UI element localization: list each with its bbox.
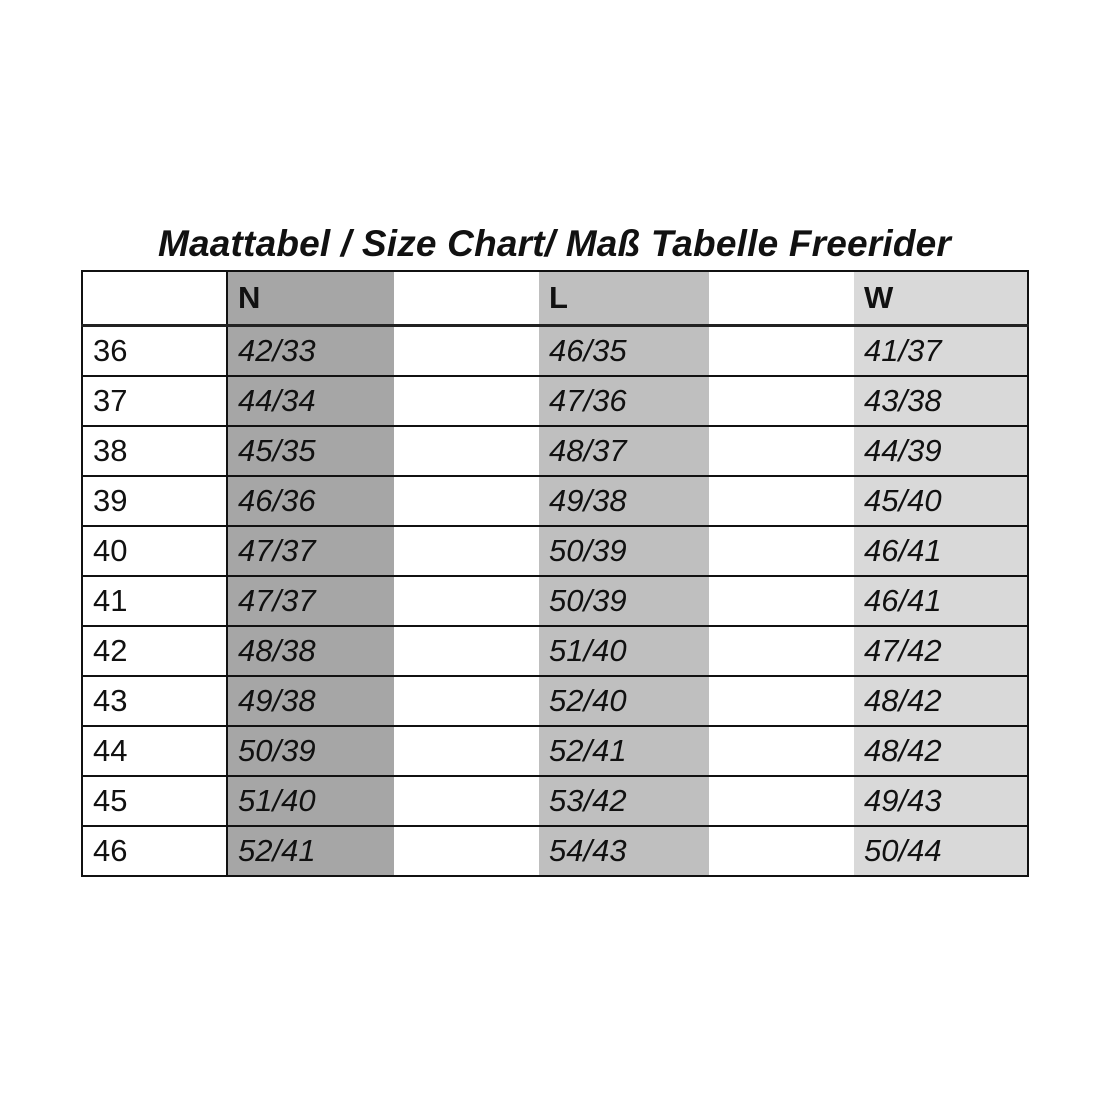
gap-cell — [394, 426, 539, 476]
l-value-cell: 51/40 — [539, 626, 709, 676]
w-value-cell: 44/39 — [854, 426, 1028, 476]
size-cell: 43 — [82, 676, 227, 726]
gap-cell — [709, 576, 854, 626]
table-row — [82, 526, 1028, 576]
w-value-cell: 46/41 — [854, 576, 1028, 626]
table-body — [82, 326, 1028, 877]
gap-cell — [709, 376, 854, 426]
w-value-cell: 48/42 — [854, 726, 1028, 776]
gap-cell — [709, 826, 854, 876]
size-cell: 41 — [82, 576, 227, 626]
gap-cell — [709, 526, 854, 576]
gap-cell — [394, 376, 539, 426]
gap-cell — [709, 326, 854, 377]
header-empty-cell — [82, 271, 227, 326]
gap-cell — [394, 576, 539, 626]
n-value-cell: 47/37 — [227, 576, 394, 626]
size-cell: 40 — [82, 526, 227, 576]
l-value-cell: 50/39 — [539, 526, 709, 576]
l-value-cell: 53/42 — [539, 776, 709, 826]
page-title: Maattabel / Size Chart/ Maß Tabelle Freerider — [157, 223, 952, 264]
w-value-cell: 50/44 — [854, 826, 1028, 876]
gap-cell — [709, 776, 854, 826]
gap-cell — [709, 726, 854, 776]
table-row — [82, 576, 1028, 626]
size-cell: 45 — [82, 776, 227, 826]
gap-cell — [394, 326, 539, 377]
gap-cell — [394, 676, 539, 726]
w-value-cell: 43/38 — [854, 376, 1028, 426]
gap-cell — [394, 726, 539, 776]
l-value-cell: 54/43 — [539, 826, 709, 876]
header-w: W — [854, 271, 1028, 326]
table-row — [82, 476, 1028, 526]
table-row — [82, 676, 1028, 726]
w-value-cell: 45/40 — [854, 476, 1028, 526]
n-value-cell: 50/39 — [227, 726, 394, 776]
gap-cell — [394, 526, 539, 576]
header-l: L — [539, 271, 709, 326]
size-chart-table — [81, 270, 1029, 877]
w-value-cell: 48/42 — [854, 676, 1028, 726]
gap-cell — [709, 476, 854, 526]
l-value-cell: 50/39 — [539, 576, 709, 626]
table-row — [82, 626, 1028, 676]
header-gap-2 — [709, 271, 854, 326]
size-cell: 37 — [82, 376, 227, 426]
l-value-cell: 52/41 — [539, 726, 709, 776]
gap-cell — [709, 626, 854, 676]
header-n: N — [227, 271, 394, 326]
gap-cell — [394, 626, 539, 676]
table-row — [82, 326, 1028, 377]
n-value-cell: 52/41 — [227, 826, 394, 876]
l-value-cell: 46/35 — [539, 326, 709, 377]
w-value-cell: 46/41 — [854, 526, 1028, 576]
l-value-cell: 49/38 — [539, 476, 709, 526]
table-row — [82, 776, 1028, 826]
header-gap-1 — [394, 271, 539, 326]
n-value-cell: 44/34 — [227, 376, 394, 426]
size-cell: 42 — [82, 626, 227, 676]
l-value-cell: 47/36 — [539, 376, 709, 426]
gap-cell — [394, 826, 539, 876]
n-value-cell: 45/35 — [227, 426, 394, 476]
table-row — [82, 426, 1028, 476]
size-cell: 44 — [82, 726, 227, 776]
table-row — [82, 726, 1028, 776]
w-value-cell: 47/42 — [854, 626, 1028, 676]
w-value-cell: 41/37 — [854, 326, 1028, 377]
w-value-cell: 49/43 — [854, 776, 1028, 826]
table-row — [82, 826, 1028, 876]
gap-cell — [709, 426, 854, 476]
size-cell: 46 — [82, 826, 227, 876]
n-value-cell: 48/38 — [227, 626, 394, 676]
size-cell: 36 — [82, 326, 227, 377]
size-cell: 39 — [82, 476, 227, 526]
gap-cell — [394, 776, 539, 826]
l-value-cell: 52/40 — [539, 676, 709, 726]
size-cell: 38 — [82, 426, 227, 476]
n-value-cell: 42/33 — [227, 326, 394, 377]
n-value-cell: 49/38 — [227, 676, 394, 726]
n-value-cell: 51/40 — [227, 776, 394, 826]
n-value-cell: 47/37 — [227, 526, 394, 576]
table-header-row — [82, 271, 1028, 326]
gap-cell — [394, 476, 539, 526]
n-value-cell: 46/36 — [227, 476, 394, 526]
table-row — [82, 376, 1028, 426]
gap-cell — [709, 676, 854, 726]
l-value-cell: 48/37 — [539, 426, 709, 476]
